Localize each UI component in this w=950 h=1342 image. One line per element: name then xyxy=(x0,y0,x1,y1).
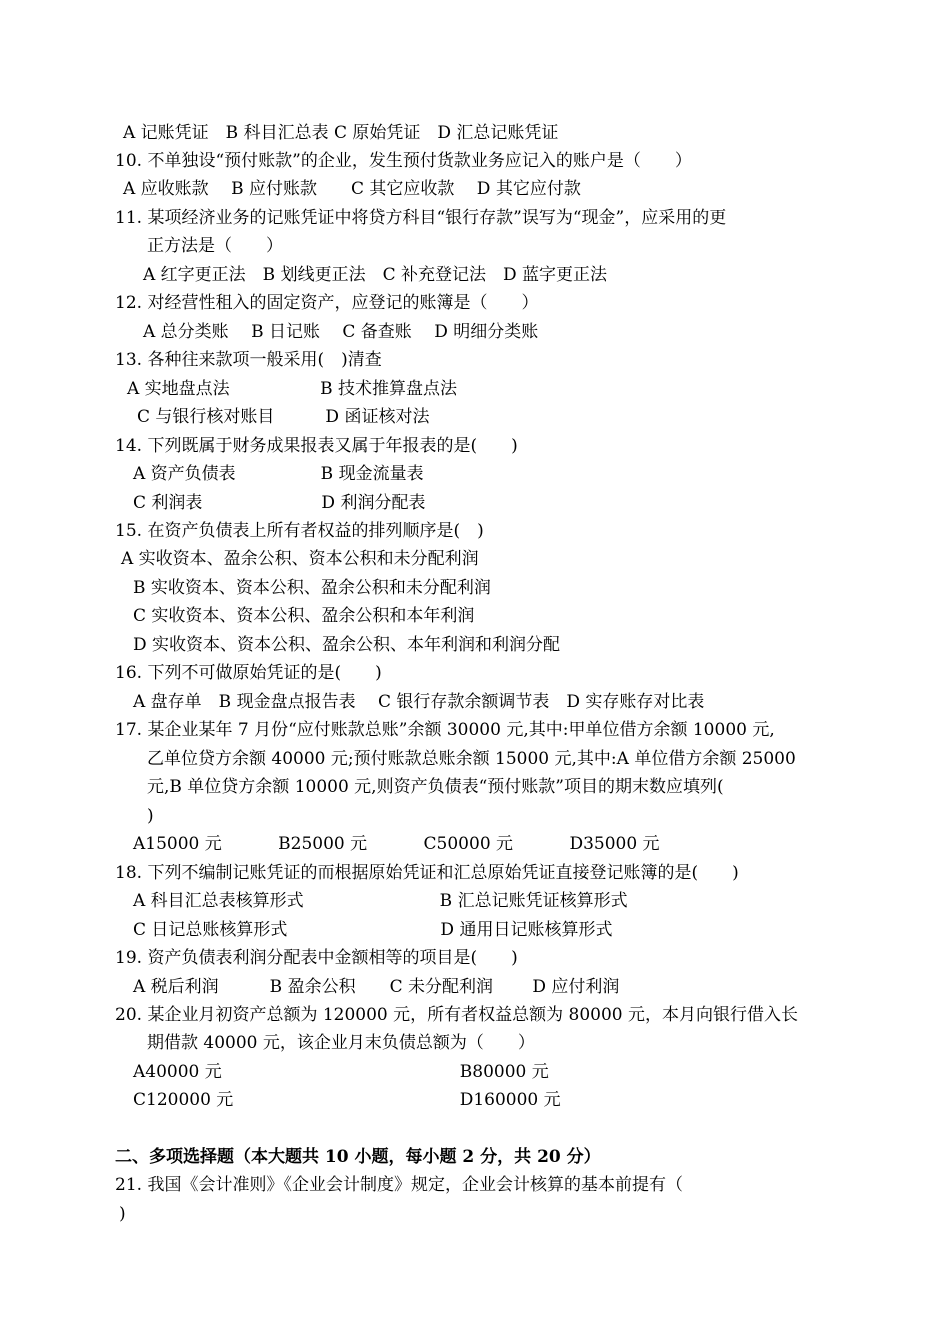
text-line: ) xyxy=(147,806,154,826)
text-line: 乙单位贷方余额 40000 元;预付账款总账余额 15000 元,其中:A 单位借方余额 25000 xyxy=(147,749,796,769)
text-line: 13. 各种往来款项一般采用( )清查 xyxy=(115,350,382,370)
text-line: 12. 对经营性租入的固定资产，应登记的账簿是（ ） xyxy=(115,293,539,313)
text-line: D 实收资本、资本公积、盈余公积、本年利润和利润分配 xyxy=(133,635,561,655)
text-line: 元,B 单位贷方余额 10000 元,则资产负债表“预付账款”项目的期末数应填列( xyxy=(147,777,724,797)
text-line: C 日记总账核算形式 D 通用日记账核算形式 xyxy=(133,920,613,940)
text-line: 17. 某企业某年 7 月份“应付账款总账”余额 30000 元,其中:甲单位借方余额 10000 元, xyxy=(115,720,775,740)
text-line: 11. 某项经济业务的记账凭证中将贷方科目“银行存款”误写为“现金”，应采用的更 xyxy=(115,208,727,228)
text-line: A 实收资本、盈余公积、资本公积和未分配利润 xyxy=(121,549,479,569)
text-line: 14. 下列既属于财务成果报表又属于年报表的是( ) xyxy=(115,436,518,456)
text-line: 15. 在资产负债表上所有者权益的排列顺序是( ) xyxy=(115,521,484,541)
text-line: C 与银行核对账目 D 函证核对法 xyxy=(137,407,430,427)
text-line: A 总分类账 B 日记账 C 备查账 D 明细分类账 xyxy=(143,322,539,342)
text-line: A15000 元 B25000 元 C50000 元 D35000 元 xyxy=(133,834,660,854)
text-line: 18. 下列不编制记账凭证的而根据原始凭证和汇总原始凭证直接登记账簿的是( ) xyxy=(115,863,739,883)
text-line: 16. 下列不可做原始凭证的是( ) xyxy=(115,663,382,683)
text-line: C 实收资本、资本公积、盈余公积和本年利润 xyxy=(133,606,475,626)
text-line: ) xyxy=(119,1204,126,1224)
text-line: 21. 我国《会计准则》《企业会计制度》规定，企业会计核算的基本前提有（ xyxy=(115,1175,683,1195)
text-line: A 应收账款 B 应付账款 C 其它应收款 D 其它应付款 xyxy=(123,179,581,199)
section-heading: 二、多项选择题（本大题共 10 小题，每小题 2 分，共 20 分） xyxy=(115,1147,601,1167)
text-line: 10. 不单独设“预付账款”的企业，发生预付货款业务应记入的账户是（ ） xyxy=(115,151,692,171)
text-line: A 红字更正法 B 划线更正法 C 补充登记法 D 蓝字更正法 xyxy=(143,265,608,285)
text-line: 20. 某企业月初资产总额为 120000 元，所有者权益总额为 80000 元，本月向银行借入长 xyxy=(115,1005,799,1025)
text-line: 正方法是（ ） xyxy=(147,236,283,256)
text-line: C 利润表 D 利润分配表 xyxy=(133,493,426,513)
text-line: 19. 资产负债表利润分配表中金额相等的项目是( ) xyxy=(115,948,518,968)
text-line: C120000 元 D160000 元 xyxy=(133,1090,561,1110)
text-line: B 实收资本、资本公积、盈余公积和未分配利润 xyxy=(133,578,491,598)
text-line: A40000 元 B80000 元 xyxy=(133,1062,549,1082)
text-line: A 税后利润 B 盈余公积 C 未分配利润 D 应付利润 xyxy=(133,977,620,997)
text-line: 期借款 40000 元，该企业月末负债总额为（ ） xyxy=(147,1033,535,1053)
text-line: A 科目汇总表核算形式 B 汇总记账凭证核算形式 xyxy=(133,891,628,911)
text-line: A 实地盘点法 B 技术推算盘点法 xyxy=(127,379,457,399)
text-line: A 记账凭证 B 科目汇总表 C 原始凭证 D 汇总记账凭证 xyxy=(123,123,559,143)
text-line: A 盘存单 B 现金盘点报告表 C 银行存款余额调节表 D 实存账存对比表 xyxy=(133,692,705,712)
text-line: A 资产负债表 B 现金流量表 xyxy=(133,464,424,484)
